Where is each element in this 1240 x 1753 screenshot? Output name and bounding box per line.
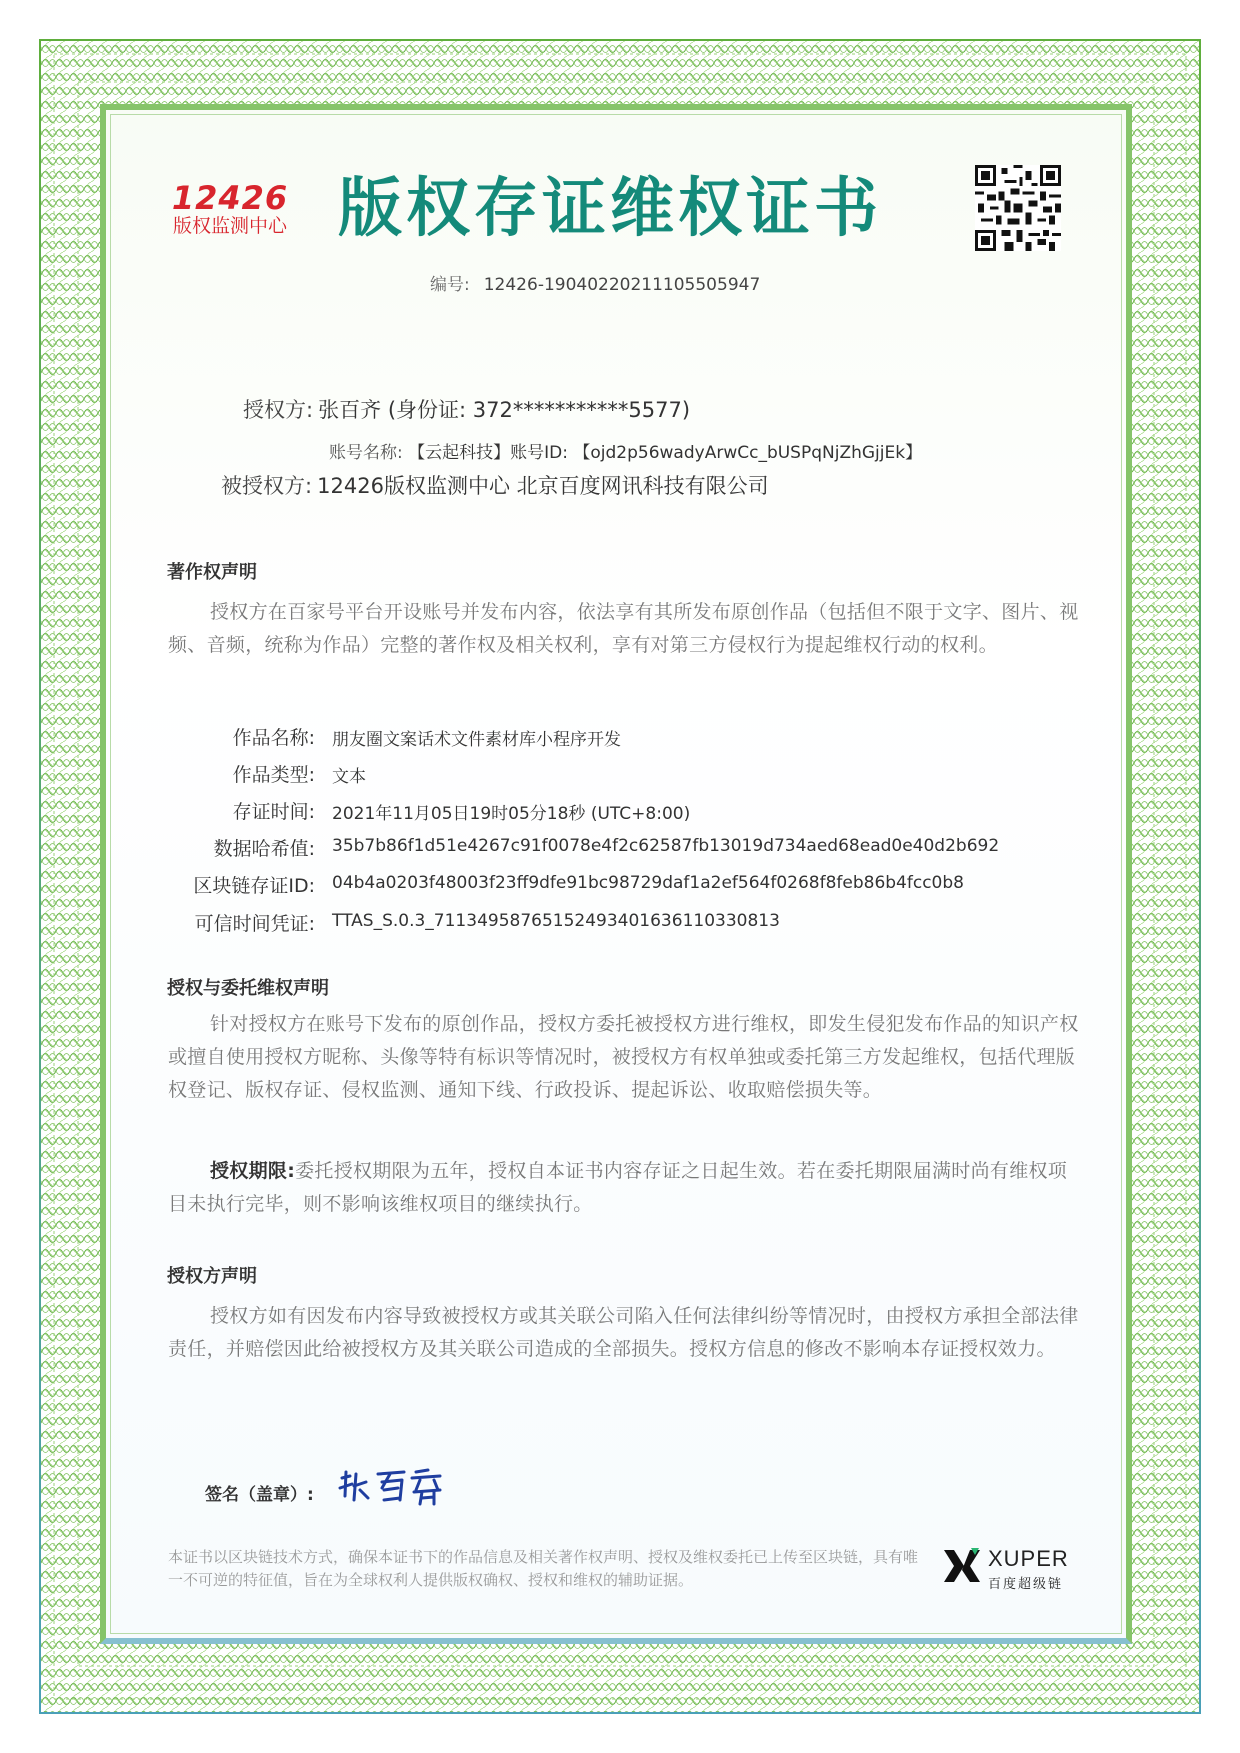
licensor-value: 张百齐 (身份证: 372***********5577) (318, 398, 691, 422)
work-field-label: 作品名称: (232, 727, 315, 749)
account-row (329, 438, 922, 463)
authorization-period (168, 1155, 1080, 1221)
12426-logo (160, 179, 300, 238)
copyright-statement-text: 授权方在百家号平台开设账号并发布内容，依法享有其所发布原创作品（包括但不限于文字、图片、视频、音频，统称为作品）完整的著作权及相关权利，享有对第三方侵权行为提起维权行动的权利。 (168, 601, 1079, 656)
authorization-statement-text: 针对授权方在账号下发布的原创作品，授权方委托被授权方进行维权，即发生侵犯发布作品的知识产权或擅自使用授权方昵称、头像等特有标识等情况时，被授权方有权单独或委托第三方发起维权，包括代理版权登记、版权存证、侵权监测、通知下线、行政投诉、提起诉讼、收取赔偿损失等。 (168, 1013, 1079, 1101)
qr-code-icon (975, 165, 1061, 251)
signature-label: 签名（盖章）: (205, 1485, 314, 1505)
handwritten-signature (336, 1466, 446, 1506)
work-field-value: 朋友圈文案话术文件素材库小程序开发 (332, 730, 621, 750)
work-field-value: 35b7b86f1d51e4267c91f0078e4f2c62587fb13019d734aed68ead0e40d2b692 (332, 836, 1000, 856)
work-field-label: 可信时间凭证: (194, 913, 315, 935)
logo-subtitle: 版权监测中心 (172, 215, 287, 237)
copyright-statement-heading: 著作权声明 (167, 562, 257, 583)
account-value: 【云起科技】账号ID: 【ojd2p56wadyArwCc_bUSPqNjZhGjjEk】 (408, 443, 923, 463)
licensee-row (221, 470, 769, 500)
work-field-value: TTAS_S.0.3_7113495876515249340163611033081​3 (332, 911, 780, 931)
work-field-value: 04b4a0203f48003f23ff9dfe91bc98729daf1a2ef564f0268f8feb86b4fcc0b8 (332, 873, 964, 893)
serial-number (430, 270, 760, 295)
xuper-logo-icon (942, 1546, 982, 1586)
xuper-brand-name: XUPER (988, 1546, 1069, 1571)
licensor-statement-text: 授权方如有因发布内容导致被授权方或其关联公司陷入任何法律纠纷等情况时，由授权方承担全部法律责任，并赔偿因此给被授权方及其关联公司造成的全部损失。授权方信息的修改不影响本存证授权效力。 (168, 1305, 1079, 1360)
xuper-logo (942, 1546, 1082, 1598)
authorization-statement-heading: 授权与委托维权声明 (167, 978, 329, 999)
licensee-value: 12426版权监测中心 北京百度网讯科技有限公司 (317, 474, 769, 498)
account-label: 账号名称: (329, 443, 403, 463)
work-field-label: 作品类型: (232, 764, 315, 786)
work-field-label: 存证时间: (232, 801, 315, 823)
work-field-value: 文本 (332, 767, 366, 787)
certificate-title: 版权存证维权证书 (338, 172, 882, 246)
licensor-row (243, 394, 690, 424)
serial-value: 12426-19040220211105505947 (483, 275, 761, 295)
licensor-statement-heading: 授权方声明 (167, 1266, 257, 1287)
licensee-label: 被授权方: (221, 474, 313, 498)
work-field-value: 2021年11月05日19时05分18秒 (UTC+8:00) (332, 804, 691, 824)
authorization-period-label: 授权期限: (210, 1160, 296, 1182)
logo-number: 12426 (171, 179, 289, 217)
serial-label: 编号: (430, 275, 470, 295)
work-field-label: 数据哈希值: (213, 838, 315, 860)
authorization-period-text: 委托授权期限为五年，授权自本证书内容存证之日起生效。若在委托期限届满时尚有维权项目未执行完毕，则不影响该维权项目的继续执行。 (168, 1160, 1068, 1215)
xuper-brand-cn: 百度超级链 (988, 1577, 1064, 1592)
work-field-label: 区块链存证ID: (193, 875, 315, 897)
licensor-label: 授权方: (243, 398, 314, 422)
footer-note: 本证书以区块链技术方式，确保本证书下的作品信息及相关著作权声明、授权及维权委托已上传至区块链，具有唯一不可逆的特征值，旨在为全球权利人提供版权确权、授权和维权的辅助证据。 (168, 1548, 919, 1589)
